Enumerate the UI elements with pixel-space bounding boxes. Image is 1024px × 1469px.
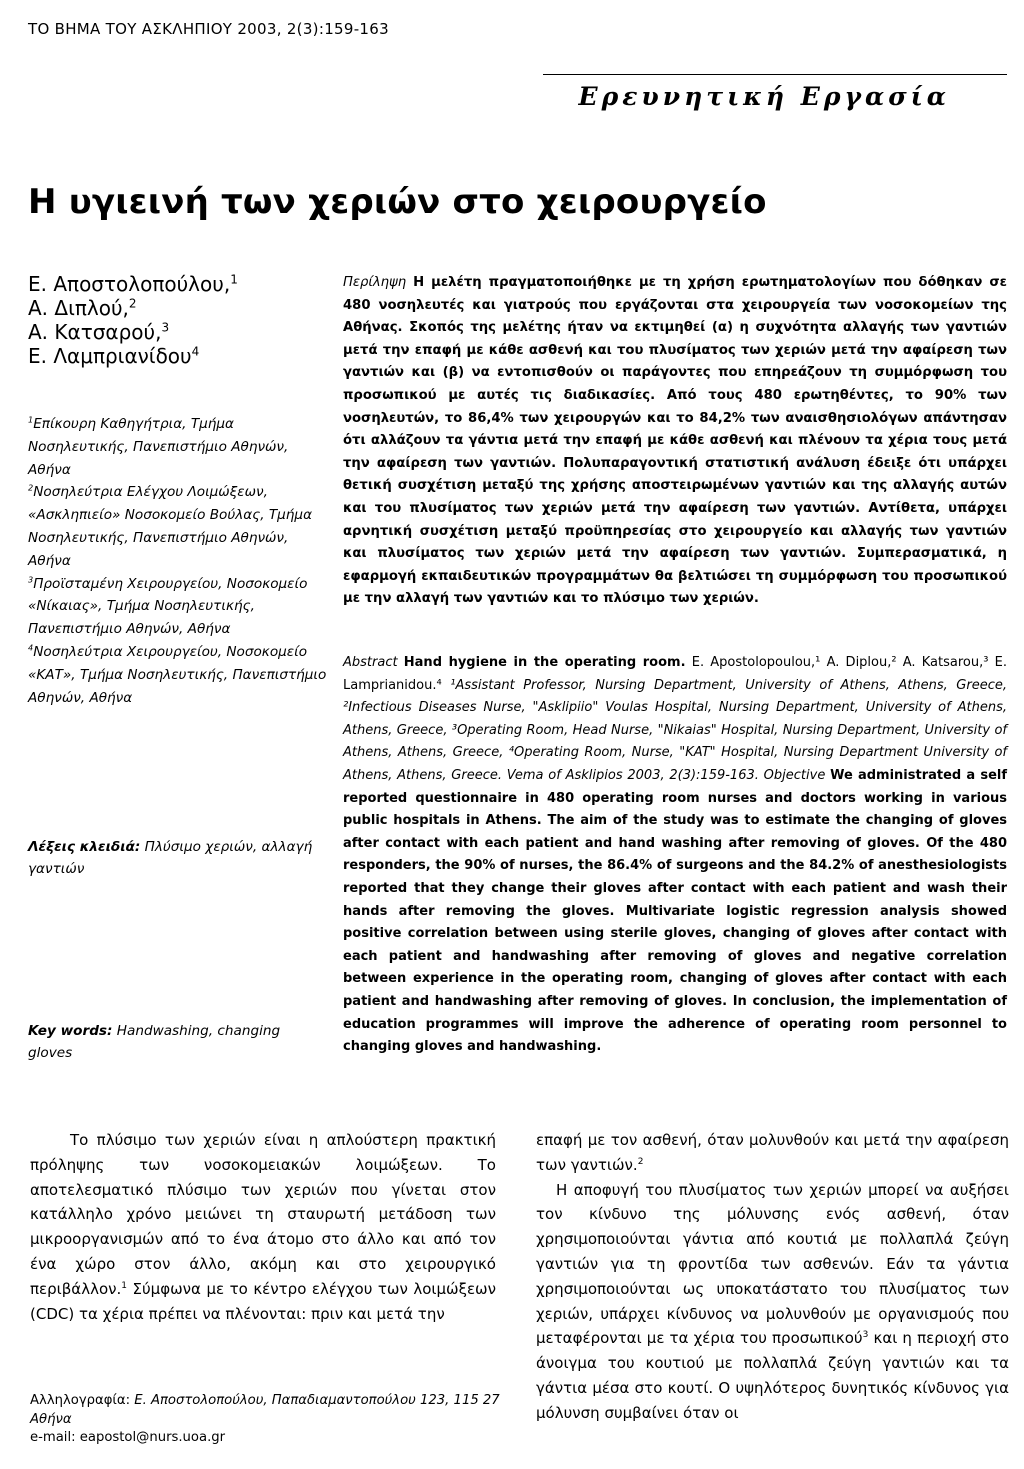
keywords-text: Πλύσιμο χεριών, αλλαγή γαντιών [28, 839, 313, 877]
keywords-label: Key words: [28, 1023, 113, 1039]
body-column-right [536, 1128, 1009, 1426]
abstract-title: Hand hygiene in the operating room. [403, 655, 686, 670]
reference-marker: 2 [637, 1156, 644, 1167]
keywords-text: Handwashing, changing gloves [28, 1023, 281, 1061]
body-text: Το πλύσιμο των χεριών είναι η απλούστερη πρακτική πρόληψης των νοσοκομειακών λοιμώξεων. Το αποτελεσματικό πλύσιμο των χεριών που γίνεται στον κατάλληλο χρόνο μειώνει τη σταυρωτή μετάδοση των μικροοργανισμών από το ένα άτομο στο άλλο και από τον ένα χώρο στον άλλο, ακόμη και στο χειρουργικό περιβάλλον. [30, 1131, 496, 1298]
summary-greek [343, 272, 1007, 611]
affiliations [28, 413, 328, 709]
correspondence [30, 1392, 500, 1448]
article-title: Η υγιεινή των χεριών στο χειρουργείο [28, 182, 767, 222]
abstract-english [343, 652, 1007, 1059]
running-head: ΤΟ ΒΗΜΑ ΤΟΥ ΑΣΚΛΗΠΙΟΥ 2003, 2(3):159-163 [28, 20, 389, 38]
body-column-left [30, 1128, 496, 1326]
abstract-citation: Vema of Asklipios 2003, 2(3):159-163. [506, 767, 759, 783]
correspondence-label: Αλληλογραφία: [30, 1393, 131, 1408]
abstract-text: We administrated a self reported questionnaire in 480 operating room nurses and doctors working in various public hospitals in Athens. The aim of the study was to estimate the changing of gloves after contact with each patient and hand washing after removing of gloves. Of the 480 responders, the 90% of nurses, the 86.4% of surgeons and the 84.2% of anesthesiologists reported that they change their gloves after contact with each patient and wash their hands after removing the gloves. Multivariate logistic regression analysis showed positive correlation between using sterile gloves, changing of gloves after contact with each patient and handwashing after removing of gloves and negative correlation between experience in the operating room, changing of gloves after contact with each patient and handwashing after removing of gloves. In conclusion, the implementation of education programmes will improve the adherence of operating room personnel to changing gloves and handwashing. [343, 767, 1008, 1055]
keywords-english [28, 1020, 313, 1064]
body-paragraph: επαφή με τον ασθενή, όταν μολυνθούν και μετά την αφαίρεση των γαντιών.$^2$ [536, 1131, 1009, 1174]
keywords-label: Λέξεις κλειδιά: [28, 839, 141, 855]
abstract-affiliations: ¹Assistant Professor, Nursing Department, University of Athens, Athens, Greece, ²Infectious Diseases Nurse, "Asklipiio" Voulas Hospital, Nursing Department, University of Athens, Athens, Greece, ³Operating Room, Head Nurse, "Nikaias" Hospital, Nursing Department, University of Athens, Athens, Greece, ⁴Operating Room, Nurse, "KAT" Hospital, Nursing Department University of Athens, Athens, Greece. [343, 677, 1007, 783]
section-label: Ερευνητική Εργασία [578, 82, 950, 111]
abstract-authors: Ε. Apostolopoulou,¹ A. Diplou,² A. Katsarou,³ Ε. Lamprianidou.⁴ [343, 655, 1007, 693]
author-list [28, 272, 238, 368]
author: Ε. Αποστολοπούλου,$^1$ [28, 272, 238, 296]
objective-label: Objective [763, 767, 826, 783]
body-paragraph: Η αποφυγή του πλυσίματος των χεριών μπορεί να αυξήσει τον κίνδυνο της μόλυνσης ενός ασθενή, όταν χρησιμοποιούνται γάντια από κουτιά με πολλαπλά ζεύγη γαντιών για τη φροντίδα των ασθενών. Εάν τα γάντια χρησιμοποιούνται ως υποκατάστατο του πλυσίματος των χεριών, υπάρχει κίνδυνος να μολυνθούν με οργανισμούς που μεταφέρονται με τα χέρια του προσωπικού$^3$ και η περιοχή στο άνοιγμα του κουτιού με πολλαπλά ζεύγη γαντιών και τα γάντια μέσα στο κουτί. Ο υψηλότερος δυνητικός κίνδυνος για μόλυνση συμβαίνει όταν οι [536, 1180, 1009, 1422]
reference-marker: 1 [121, 1280, 128, 1291]
author: Α. Κατσαρού,$^3$ [28, 320, 170, 344]
body-text: Σύμφωνα με το κέντρο ελέγχου των λοιμώξεων (CDC) τα χέρια πρέπει να πλένονται: πριν και μετά την [30, 1279, 496, 1323]
author: Ε. Λαμπριανίδου$^4$ [28, 344, 200, 368]
section-rule [543, 74, 1007, 75]
affiliation: $^4$Νοσηλεύτρια Χειρουργείου, Νοσοκομείο «ΚΑΤ», Τμήμα Νοσηλευτικής, Πανεπιστήμιο Αθηνών, Αθήνα [28, 642, 327, 706]
correspondence-email[interactable]: e-mail: eapostol@nurs.uoa.gr [30, 1430, 226, 1445]
keywords-greek [28, 836, 313, 880]
affiliation: $^2$Νοσηλεύτρια Ελέγχου Λοιμώξεων, «Ασκληπιείο» Νοσοκομείο Βούλας, Τμήμα Νοσηλευτικής, Πανεπιστήμιο Αθηνών, Αθήνα [28, 482, 313, 569]
summary-text: Η μελέτη πραγματοποιήθηκε με τη χρήση ερωτηματολογίων που δόθηκαν σε 480 νοσηλευτές και γιατρούς που εργάζονται στα χειρουργεία των νοσοκομείων της Αθήνας. Σκοπός της μελέτης ήταν να εκτιμηθεί (α) η συχνότητα αλλαγής των γαντιών μετά την επαφή με κάθε ασθενή και του πλυσίματος των χεριών μετά την αφαίρεση των γαντιών και (β) να εντοπισθούν οι παράγοντες που επηρεάζουν τη συμμόρφωση του προσωπικού με αυτές τις διαδικασίες. Από τους 480 ερωτηθέντες, το 90% των νοσηλευτών, το 86,4% των χειρουργών και το 84,2% των αναισθησιολόγων απάντησαν ότι αλλάζουν τα γάντια μετά την επαφή με κάθε ασθενή και πλένουν τα χέρια τους μετά την αφαίρεση των γαντιών. Πολυπαραγοντική στατιστική ανάλυση έδειξε ότι υπάρχει θετική συσχέτιση μεταξύ της χρήσης αποστειρωμένων γαντιών και της αλλαγής αυτών και του πλυσίματος των χεριών μετά την αφαίρεση των γαντιών. Αντίθετα, υπάρχει αρνητική συσχέτιση μεταξύ προϋπηρεσίας στο χειρουργείο και αλλαγής των γαντιών και πλυσίματος των χεριών μετά την αφαίρεση των γαντιών. Συμπερασματικά, η εφαρμογή εκπαιδευτικών προγραμμάτων θα βελτιώσει τη συμμόρφωση του προσωπικού με την αλλαγή των γαντιών και το πλύσιμο των χεριών. [343, 275, 1008, 607]
affiliation: $^3$Προϊσταμένη Χειρουργείου, Νοσοκομείο «Νίκαιας», Τμήμα Νοσηλευτικής, Πανεπιστήμιο Αθηνών, Αθήνα [28, 574, 308, 638]
correspondence-address: Ε. Αποστολοπούλου, Παπαδιαμαντοπούλου 123, 115 27 Αθήνα [30, 1393, 500, 1427]
reference-marker: 3 [862, 1330, 869, 1341]
abstract-label: Abstract [343, 655, 398, 670]
author: Α. Διπλού,$^2$ [28, 296, 137, 320]
affiliation: $^1$Επίκουρη Καθηγήτρια, Τμήμα Νοσηλευτικής, Πανεπιστήμιο Αθηνών, Αθήνα [28, 414, 289, 478]
summary-label: Περίληψη [343, 275, 407, 290]
